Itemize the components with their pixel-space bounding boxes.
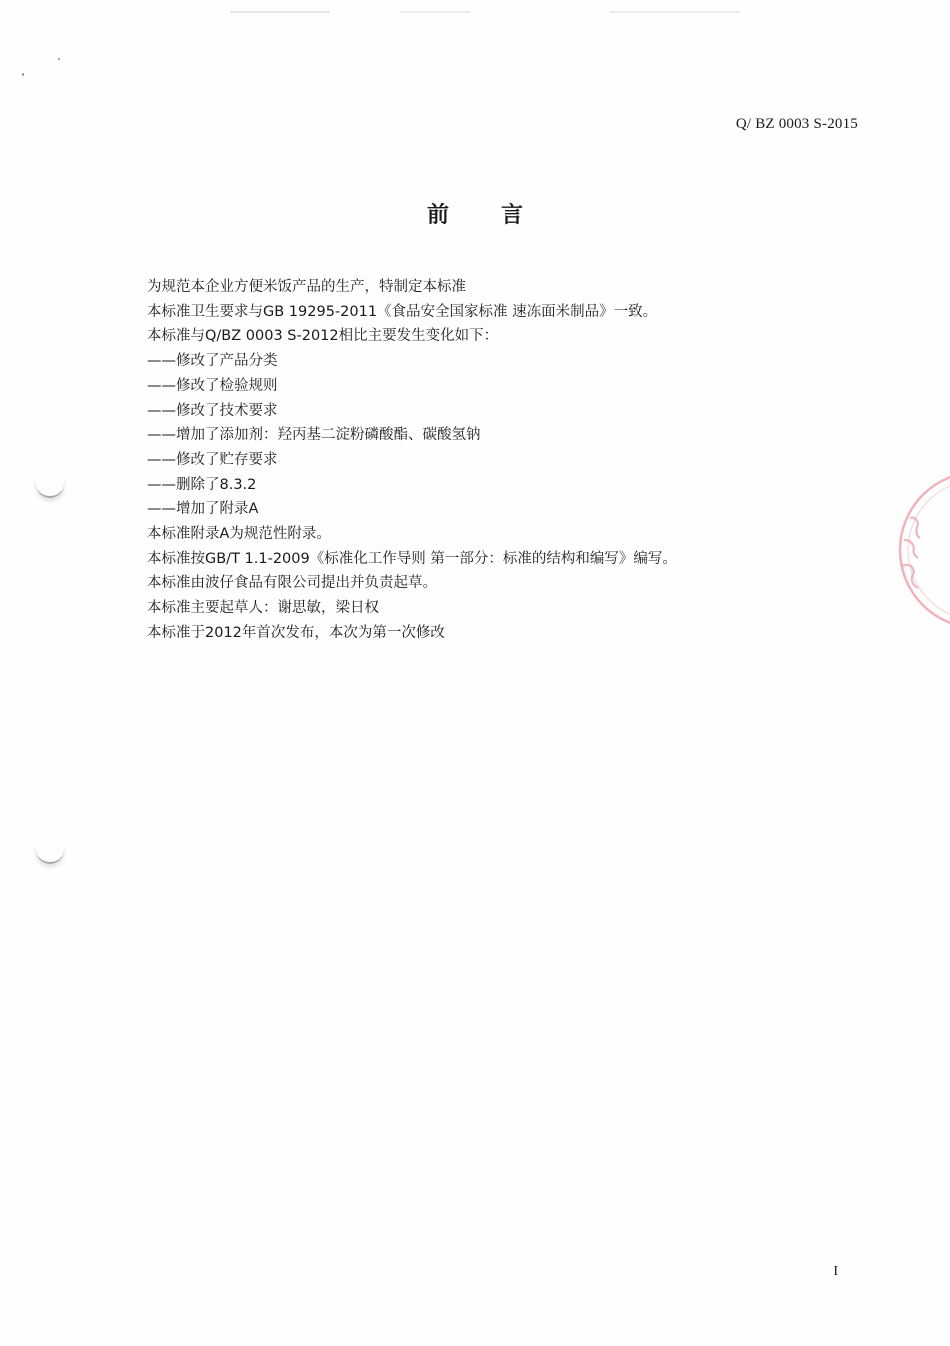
foreword-line: 本标准由波仔食品有限公司提出并负责起草。 <box>147 575 437 592</box>
title-char-1: 前 <box>426 203 449 228</box>
change-item: ——删除了8.3.2 <box>147 476 257 493</box>
page-title <box>0 198 950 229</box>
change-item: ——修改了贮存要求 <box>147 451 278 468</box>
document-code: Q/ BZ 0003 S-2015 <box>735 116 858 132</box>
foreword-body <box>147 275 847 646</box>
foreword-line: 本标准按GB/T 1.1-2009《标准化工作导则 第一部分：标准的结构和编写》编写。 <box>147 550 677 567</box>
change-item: ——增加了附录A <box>147 501 259 518</box>
scan-speck <box>22 73 24 76</box>
scan-edge <box>0 0 950 4</box>
foreword-line: 本标准与Q/BZ 0003 S-2012相比主要发生变化如下： <box>147 328 499 345</box>
change-item: ——修改了产品分类 <box>147 353 278 370</box>
page-number: I <box>833 1264 838 1279</box>
change-item: ——增加了添加剂：羟丙基二淀粉磷酸酯、碳酸氢钠 <box>147 427 481 444</box>
foreword-line: 本标准附录A为规范性附录。 <box>147 526 331 543</box>
foreword-line: 本标准主要起草人：谢思敏，梁日权 <box>147 600 379 617</box>
foreword-line: 为规范本企业方便米饭产品的生产，特制定本标准 <box>147 279 466 295</box>
title-char-2: 言 <box>501 203 524 228</box>
seal-stamp <box>890 470 950 630</box>
scan-speck <box>58 58 60 60</box>
punch-hole <box>36 478 64 498</box>
change-item: ——修改了技术要求 <box>147 402 278 419</box>
change-item: ——修改了检验规则 <box>147 377 278 394</box>
foreword-line: 本标准卫生要求与GB 19295-2011《食品安全国家标准 速冻面米制品》一致。 <box>147 303 658 320</box>
foreword-line: 本标准于2012年首次发布，本次为第一次修改 <box>147 624 445 641</box>
punch-hole <box>36 844 64 864</box>
